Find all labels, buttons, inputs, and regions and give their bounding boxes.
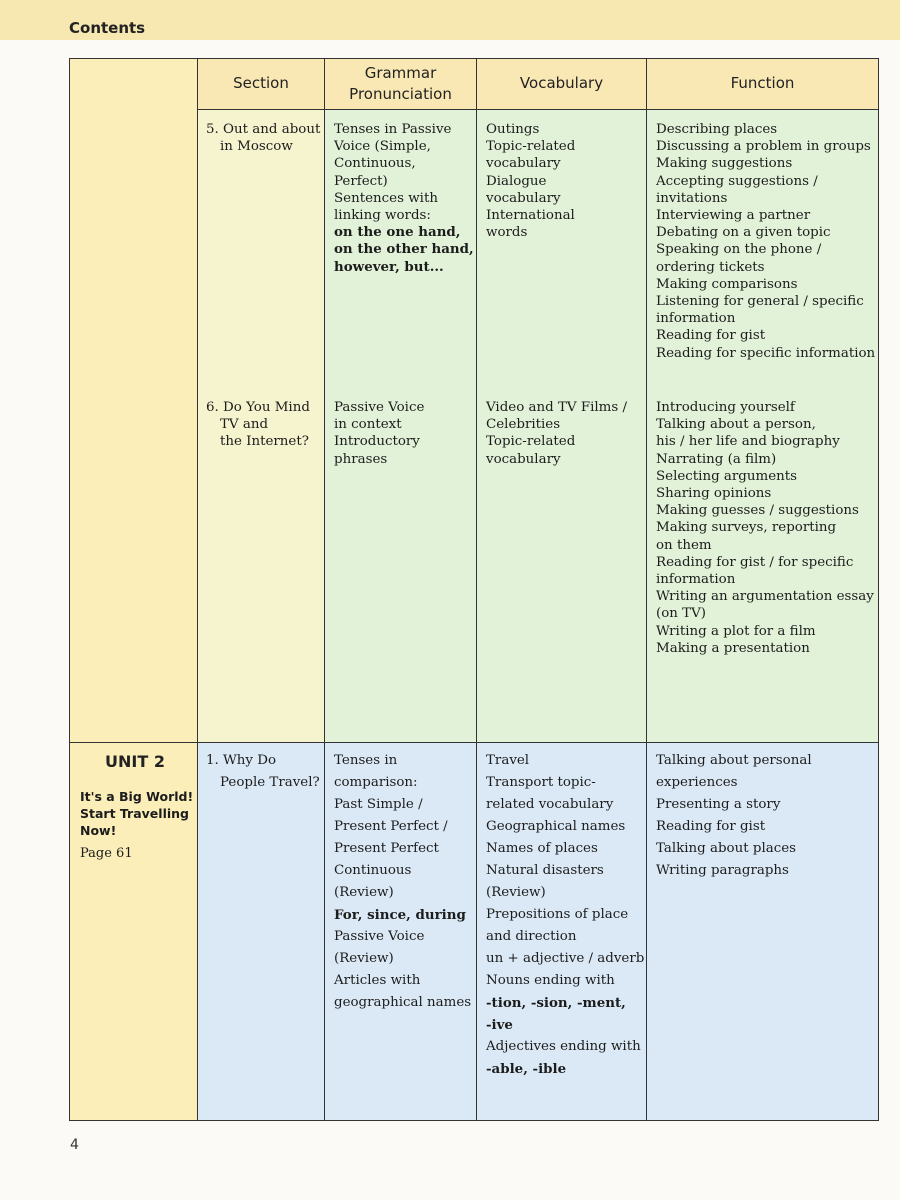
section-line: in Moscow — [220, 139, 293, 155]
vocabulary-bold-line: -ive — [486, 1017, 513, 1033]
vocabulary-line: Transport topic- — [486, 775, 596, 790]
function-line: Discussing a problem in groups — [656, 139, 871, 155]
grammar-cell — [334, 750, 471, 1014]
column-divider — [197, 58, 198, 1121]
unit-column-background — [69, 58, 197, 1121]
vocabulary-cell — [486, 750, 644, 1080]
vocabulary-line: Names of places — [486, 841, 598, 856]
page-number: 4 — [70, 1137, 79, 1153]
function-line: Reading for specific information — [656, 345, 876, 361]
vocabulary-line: related vocabulary — [486, 797, 614, 812]
section-cell — [206, 399, 310, 451]
vocabulary-line: International — [486, 208, 575, 224]
function-line: Speaking on the phone / — [656, 242, 822, 258]
grammar-line: (Review) — [334, 885, 394, 900]
function-line: information — [656, 311, 736, 327]
vocabulary-line: (Review) — [486, 885, 546, 900]
function-cell — [656, 750, 812, 882]
grammar-line: Past Simple / — [334, 797, 423, 812]
grammar-line: Tenses in Passive — [334, 122, 452, 137]
function-line: Making guesses / suggestions — [656, 503, 859, 519]
function-line: Accepting suggestions / — [656, 173, 818, 189]
function-line: Debating on a given topic — [656, 225, 831, 241]
grammar-line: Present Perfect / — [334, 819, 448, 834]
function-line: Reading for gist — [656, 328, 766, 344]
column-divider — [646, 58, 647, 1121]
function-line: experiences — [656, 775, 738, 790]
column-divider — [324, 58, 325, 1121]
grammar-bold-line: For, since, during — [334, 907, 466, 923]
vocabulary-line: Adjectives ending with — [486, 1039, 641, 1054]
vocabulary-line: Natural disasters — [486, 863, 604, 878]
vocabulary-line: Travel — [486, 753, 530, 768]
vocabulary-line: Celebrities — [486, 417, 561, 433]
function-line: Selecting arguments — [656, 468, 798, 484]
vocabulary-line: Prepositions of place — [486, 907, 629, 922]
column-header-section: Section — [233, 74, 289, 92]
table-border-left — [69, 58, 70, 1121]
vocabulary-line: Nouns ending with — [486, 973, 615, 988]
vocabulary-line: Topic-related — [486, 434, 576, 450]
unit-page-reference: Page 61 — [80, 846, 133, 861]
grammar-line: Continuous, — [334, 156, 416, 172]
grammar-bold-line: on the other hand, — [334, 241, 474, 258]
section-cell — [206, 121, 320, 155]
vocabulary-line: Geographical names — [486, 819, 626, 834]
grammar-line: Continuous — [334, 863, 412, 878]
header-divider — [197, 109, 879, 110]
grammar-line: Perfect) — [334, 173, 388, 189]
vocabulary-bold-line: -tion, -sion, -ment, — [486, 995, 626, 1011]
vocabulary-cell — [486, 399, 627, 468]
vocabulary-line: Dialogue — [486, 173, 547, 189]
function-line: Listening for general / specific — [656, 294, 864, 310]
grammar-cell — [334, 399, 424, 468]
section-line: 1. Why Do — [206, 753, 277, 768]
grammar-line: comparison: — [334, 775, 418, 790]
function-line: Reading for gist / for specific — [656, 554, 854, 570]
grammar-line: geographical names — [334, 995, 472, 1010]
grammar-line: Passive Voice — [334, 929, 425, 944]
function-line: Writing a plot for a film — [656, 623, 816, 639]
vocabulary-cell — [486, 121, 575, 241]
vocabulary-line: Video and TV Films / — [486, 400, 628, 415]
function-line: Describing places — [656, 122, 778, 137]
vocabulary-line: Topic-related — [486, 139, 576, 155]
function-line: invitations — [656, 190, 728, 206]
section-line: TV and — [220, 417, 269, 433]
grammar-line: Passive Voice — [334, 400, 425, 415]
function-line: Making comparisons — [656, 276, 798, 292]
section-line: 5. Out and about — [206, 122, 321, 137]
unit-title: UNIT 2 — [105, 752, 165, 771]
function-cell — [656, 399, 874, 657]
grammar-line: (Review) — [334, 951, 394, 966]
column-divider — [476, 58, 477, 1121]
grammar-bold-line: on the one hand, — [334, 224, 461, 241]
grammar-line: Sentences with — [334, 190, 438, 206]
vocabulary-line: un + adjective / adverb — [486, 951, 645, 966]
function-line: his / her life and biography — [656, 434, 840, 450]
section-line: 6. Do You Mind — [206, 400, 310, 415]
grammar-line: Voice (Simple, — [334, 139, 431, 155]
unit-subtitle-line: It's a Big World! — [80, 789, 194, 804]
vocabulary-line: vocabulary — [486, 156, 561, 172]
function-line: Narrating (a film) — [656, 451, 777, 467]
vocabulary-line: and direction — [486, 929, 577, 944]
function-line: Interviewing a partner — [656, 208, 811, 224]
table-border-bottom — [69, 1120, 879, 1121]
function-line: Talking about personal — [656, 753, 812, 768]
vocabulary-bold-line: -able, -ible — [486, 1061, 567, 1077]
function-line: information — [656, 572, 736, 588]
function-line: on them — [656, 537, 712, 553]
grammar-line: Introductory — [334, 434, 420, 450]
grammar-line: Present Perfect — [334, 841, 439, 856]
grammar-line: in context — [334, 417, 402, 433]
grammar-cell — [334, 121, 474, 276]
function-line: (on TV) — [656, 606, 706, 622]
function-line: Sharing opinions — [656, 486, 772, 502]
function-line: Making a presentation — [656, 640, 810, 656]
grammar-bold-line: however, but... — [334, 258, 444, 275]
unit-subtitle — [80, 788, 193, 839]
unit-divider — [69, 742, 879, 743]
function-line: Making surveys, reporting — [656, 520, 837, 536]
function-line: Introducing yourself — [656, 400, 795, 415]
unit2-section-background — [197, 742, 325, 1121]
section-line: the Internet? — [220, 434, 309, 450]
section-line: People Travel? — [220, 775, 320, 790]
function-line: Talking about places — [656, 841, 797, 856]
vocabulary-line: vocabulary — [486, 190, 561, 206]
function-line: ordering tickets — [656, 259, 765, 275]
contents-heading: Contents — [69, 19, 146, 37]
function-line: Writing paragraphs — [656, 863, 789, 878]
column-header-grammar: Grammar Pronunciation — [349, 63, 452, 103]
column-header-function: Function — [730, 74, 795, 92]
function-cell — [656, 121, 875, 362]
function-line: Presenting a story — [656, 797, 781, 812]
function-line: Talking about a person, — [656, 417, 816, 433]
table-border-right — [878, 58, 879, 1121]
unit-subtitle-line: Start Travelling — [80, 806, 189, 821]
grammar-line: Tenses in — [334, 753, 398, 768]
grammar-line: phrases — [334, 451, 388, 467]
function-line: Reading for gist — [656, 819, 766, 834]
column-header-vocabulary: Vocabulary — [519, 74, 604, 92]
vocabulary-line: words — [486, 225, 528, 241]
function-line: Making suggestions — [656, 156, 793, 172]
contents-table — [69, 58, 879, 1121]
unit-subtitle-line: Now! — [80, 823, 117, 838]
vocabulary-line: vocabulary — [486, 451, 561, 467]
section-cell — [206, 750, 320, 794]
function-line: Writing an argumentation essay — [656, 589, 874, 605]
grammar-line: linking words: — [334, 208, 431, 224]
grammar-line: Articles with — [334, 973, 421, 988]
vocabulary-line: Outings — [486, 122, 540, 137]
